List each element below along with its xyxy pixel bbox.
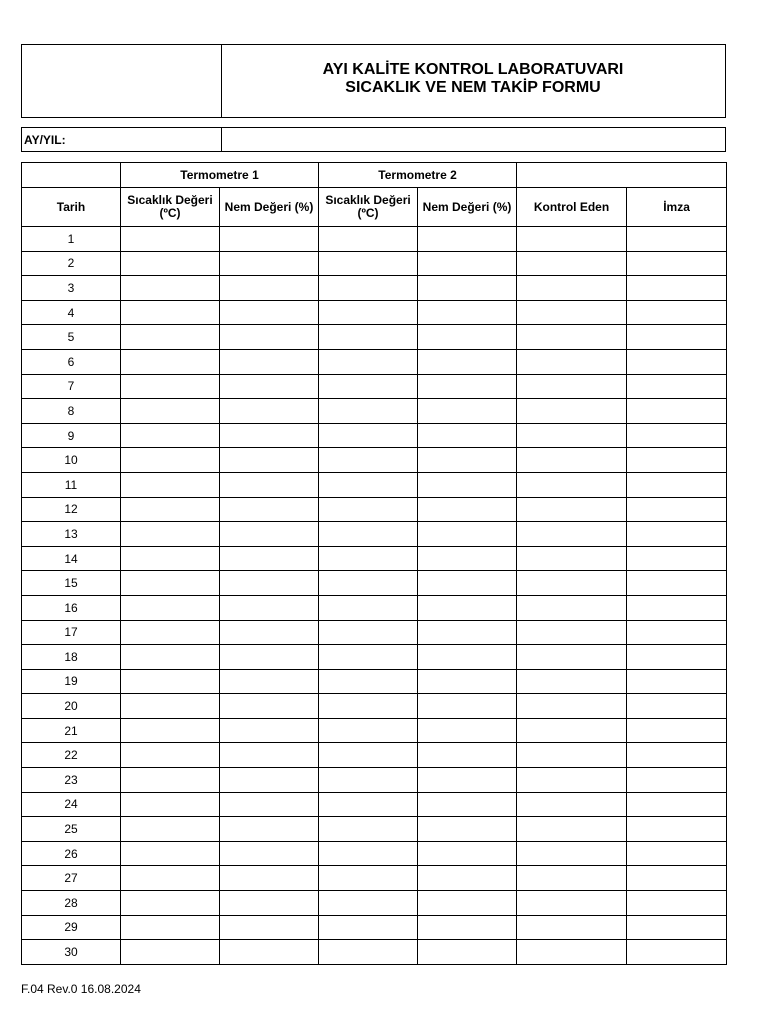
- temperature-humidity-table: [21, 162, 727, 965]
- t2-humidity-cell[interactable]: [418, 472, 517, 497]
- t1-temperature-cell[interactable]: [121, 694, 220, 719]
- t1-temperature-cell[interactable]: [121, 595, 220, 620]
- t2-humidity-cell[interactable]: [418, 276, 517, 301]
- t2-humidity-cell[interactable]: [418, 940, 517, 965]
- t2-humidity-cell[interactable]: [418, 620, 517, 645]
- t2-humidity-cell[interactable]: [418, 399, 517, 424]
- t1-humidity-cell[interactable]: [220, 227, 319, 252]
- t2-temperature-cell[interactable]: [319, 546, 418, 571]
- thermometer-1-header: Termometre 1: [121, 163, 319, 188]
- day-number: 12: [22, 497, 121, 522]
- signature-cell[interactable]: [627, 915, 727, 940]
- table-row: [22, 276, 727, 301]
- t2-temperature-cell[interactable]: [319, 276, 418, 301]
- t1-temperature-cell[interactable]: [121, 497, 220, 522]
- day-number: 7: [22, 374, 121, 399]
- signature-cell[interactable]: [627, 620, 727, 645]
- checked-by-cell[interactable]: [517, 768, 627, 793]
- t2-humidity-cell[interactable]: [418, 423, 517, 448]
- checked-by-cell[interactable]: [517, 472, 627, 497]
- signature-cell[interactable]: [627, 718, 727, 743]
- signature-cell[interactable]: [627, 841, 727, 866]
- checked-by-cell[interactable]: [517, 276, 627, 301]
- signature-cell[interactable]: [627, 792, 727, 817]
- t1-humidity-cell[interactable]: [220, 743, 319, 768]
- day-number: 4: [22, 300, 121, 325]
- table-row: [22, 423, 727, 448]
- t2-humidity-cell[interactable]: [418, 718, 517, 743]
- t1-temperature-cell[interactable]: [121, 571, 220, 596]
- month-year-field[interactable]: [221, 128, 725, 151]
- t2-temperature-cell[interactable]: [319, 325, 418, 350]
- day-number: 17: [22, 620, 121, 645]
- t1-temperature-cell[interactable]: [121, 718, 220, 743]
- t2-temperature-cell[interactable]: [319, 423, 418, 448]
- table-row: [22, 841, 727, 866]
- signature-cell[interactable]: [627, 546, 727, 571]
- checked-by-cell[interactable]: [517, 645, 627, 670]
- t2-humidity-cell[interactable]: [418, 595, 517, 620]
- table-row: [22, 522, 727, 547]
- form-header: [21, 44, 726, 118]
- month-year-label: AY/YIL:: [24, 133, 66, 147]
- day-number: 10: [22, 448, 121, 473]
- day-number: 24: [22, 792, 121, 817]
- checked-by-cell[interactable]: [517, 448, 627, 473]
- t1-temperature-cell[interactable]: [121, 349, 220, 374]
- t1-temperature-cell[interactable]: [121, 276, 220, 301]
- t2-temperature-cell[interactable]: [319, 718, 418, 743]
- t1-temperature-cell[interactable]: [121, 522, 220, 547]
- table-row: [22, 940, 727, 965]
- t1-temperature-cell[interactable]: [121, 817, 220, 842]
- t2-humidity-cell[interactable]: [418, 374, 517, 399]
- signature-cell[interactable]: [627, 743, 727, 768]
- table-row: [22, 349, 727, 374]
- day-number: 8: [22, 399, 121, 424]
- t1-humidity-cell[interactable]: [220, 399, 319, 424]
- t1-humidity-cell[interactable]: [220, 325, 319, 350]
- signature-cell[interactable]: [627, 571, 727, 596]
- checked-by-cell[interactable]: [517, 620, 627, 645]
- t1-temperature-cell[interactable]: [121, 841, 220, 866]
- table-row: [22, 399, 727, 424]
- signature-cell[interactable]: [627, 399, 727, 424]
- t1-humidity-cell[interactable]: [220, 817, 319, 842]
- t2-humidity-cell[interactable]: [418, 300, 517, 325]
- t1-temperature-cell[interactable]: [121, 743, 220, 768]
- table-row: [22, 694, 727, 719]
- t1-humidity-cell[interactable]: [220, 891, 319, 916]
- t1-temperature-cell[interactable]: [121, 866, 220, 891]
- t1-humidity-cell[interactable]: [220, 768, 319, 793]
- t2-temperature-cell[interactable]: [319, 227, 418, 252]
- checked-by-cell[interactable]: [517, 546, 627, 571]
- table-row: [22, 251, 727, 276]
- t2-temperature-cell[interactable]: [319, 571, 418, 596]
- t2-temperature-cell[interactable]: [319, 841, 418, 866]
- t2-temperature-cell[interactable]: [319, 669, 418, 694]
- day-number: 25: [22, 817, 121, 842]
- t2-humidity-cell[interactable]: [418, 448, 517, 473]
- t2-temperature-cell[interactable]: [319, 595, 418, 620]
- t2-temperature-cell[interactable]: [319, 792, 418, 817]
- table-row: [22, 768, 727, 793]
- t1-temperature-cell[interactable]: [121, 546, 220, 571]
- table-row: [22, 817, 727, 842]
- t1-humidity-cell[interactable]: [220, 349, 319, 374]
- checked-by-cell[interactable]: [517, 866, 627, 891]
- column-t2-temperature: Sıcaklık Değeri (ºC): [319, 188, 418, 227]
- signature-cell[interactable]: [627, 325, 727, 350]
- column-signature: İmza: [627, 188, 727, 227]
- table-row: [22, 497, 727, 522]
- t2-temperature-cell[interactable]: [319, 694, 418, 719]
- t2-humidity-cell[interactable]: [418, 571, 517, 596]
- t1-temperature-cell[interactable]: [121, 891, 220, 916]
- t1-temperature-cell[interactable]: [121, 792, 220, 817]
- checked-by-cell[interactable]: [517, 595, 627, 620]
- t2-humidity-cell[interactable]: [418, 792, 517, 817]
- signature-cell[interactable]: [627, 227, 727, 252]
- t1-humidity-cell[interactable]: [220, 374, 319, 399]
- t1-temperature-cell[interactable]: [121, 227, 220, 252]
- title-line-1: AYI KALİTE KONTROL LABORATUVARI: [322, 61, 624, 78]
- table-row: [22, 891, 727, 916]
- t1-humidity-cell[interactable]: [220, 522, 319, 547]
- t2-humidity-cell[interactable]: [418, 841, 517, 866]
- day-number: 2: [22, 251, 121, 276]
- column-t2-humidity: Nem Değeri (%): [418, 188, 517, 227]
- checked-by-cell[interactable]: [517, 399, 627, 424]
- t2-humidity-cell[interactable]: [418, 891, 517, 916]
- checked-by-cell[interactable]: [517, 940, 627, 965]
- table-row: [22, 718, 727, 743]
- t2-humidity-cell[interactable]: [418, 669, 517, 694]
- table-row: [22, 915, 727, 940]
- month-year-row: [21, 127, 726, 152]
- t2-temperature-cell[interactable]: [319, 915, 418, 940]
- day-number: 22: [22, 743, 121, 768]
- signature-cell[interactable]: [627, 497, 727, 522]
- checked-by-cell[interactable]: [517, 571, 627, 596]
- t2-humidity-cell[interactable]: [418, 694, 517, 719]
- table-body: [22, 227, 727, 965]
- signature-cell[interactable]: [627, 817, 727, 842]
- day-number: 3: [22, 276, 121, 301]
- t1-temperature-cell[interactable]: [121, 374, 220, 399]
- t1-humidity-cell[interactable]: [220, 276, 319, 301]
- t1-humidity-cell[interactable]: [220, 792, 319, 817]
- signature-cell[interactable]: [627, 472, 727, 497]
- day-number: 15: [22, 571, 121, 596]
- t2-temperature-cell[interactable]: [319, 645, 418, 670]
- table-row: [22, 546, 727, 571]
- t1-humidity-cell[interactable]: [220, 866, 319, 891]
- checked-by-cell[interactable]: [517, 423, 627, 448]
- checked-by-cell[interactable]: [517, 718, 627, 743]
- t2-temperature-cell[interactable]: [319, 866, 418, 891]
- signature-cell[interactable]: [627, 940, 727, 965]
- day-number: 19: [22, 669, 121, 694]
- day-number: 21: [22, 718, 121, 743]
- t2-humidity-cell[interactable]: [418, 227, 517, 252]
- form-title: [221, 61, 725, 97]
- t2-temperature-cell[interactable]: [319, 300, 418, 325]
- day-number: 1: [22, 227, 121, 252]
- day-number: 11: [22, 472, 121, 497]
- checked-by-cell[interactable]: [517, 743, 627, 768]
- checked-by-cell[interactable]: [517, 669, 627, 694]
- table-row: [22, 227, 727, 252]
- t2-temperature-cell[interactable]: [319, 448, 418, 473]
- t1-humidity-cell[interactable]: [220, 448, 319, 473]
- t2-temperature-cell[interactable]: [319, 472, 418, 497]
- checked-by-cell[interactable]: [517, 817, 627, 842]
- day-number: 26: [22, 841, 121, 866]
- title-line-2: SICAKLIK VE NEM TAKİP FORMU: [345, 79, 601, 96]
- t1-humidity-cell[interactable]: [220, 595, 319, 620]
- t2-humidity-cell[interactable]: [418, 325, 517, 350]
- t1-humidity-cell[interactable]: [220, 940, 319, 965]
- t2-humidity-cell[interactable]: [418, 497, 517, 522]
- checked-by-cell[interactable]: [517, 891, 627, 916]
- checked-by-cell[interactable]: [517, 522, 627, 547]
- day-number: 20: [22, 694, 121, 719]
- t1-humidity-cell[interactable]: [220, 472, 319, 497]
- signature-cell[interactable]: [627, 300, 727, 325]
- t2-temperature-cell[interactable]: [319, 743, 418, 768]
- table-row: [22, 645, 727, 670]
- checked-by-cell[interactable]: [517, 325, 627, 350]
- t1-humidity-cell[interactable]: [220, 718, 319, 743]
- t2-temperature-cell[interactable]: [319, 497, 418, 522]
- column-t1-temperature: Sıcaklık Değeri (ºC): [121, 188, 220, 227]
- blank-header-cell: [517, 163, 727, 188]
- thermometer-2-header: Termometre 2: [319, 163, 517, 188]
- day-number: 14: [22, 546, 121, 571]
- day-number: 16: [22, 595, 121, 620]
- t1-humidity-cell[interactable]: [220, 620, 319, 645]
- signature-cell[interactable]: [627, 694, 727, 719]
- t2-humidity-cell[interactable]: [418, 743, 517, 768]
- t2-humidity-cell[interactable]: [418, 817, 517, 842]
- t1-temperature-cell[interactable]: [121, 472, 220, 497]
- t1-humidity-cell[interactable]: [220, 645, 319, 670]
- signature-cell[interactable]: [627, 423, 727, 448]
- checked-by-cell[interactable]: [517, 251, 627, 276]
- t1-temperature-cell[interactable]: [121, 325, 220, 350]
- day-number: 29: [22, 915, 121, 940]
- day-number: 6: [22, 349, 121, 374]
- t2-humidity-cell[interactable]: [418, 349, 517, 374]
- signature-cell[interactable]: [627, 768, 727, 793]
- t1-humidity-cell[interactable]: [220, 669, 319, 694]
- t1-humidity-cell[interactable]: [220, 571, 319, 596]
- signature-cell[interactable]: [627, 891, 727, 916]
- t2-temperature-cell[interactable]: [319, 399, 418, 424]
- t1-humidity-cell[interactable]: [220, 841, 319, 866]
- day-number: 13: [22, 522, 121, 547]
- t1-temperature-cell[interactable]: [121, 915, 220, 940]
- checked-by-cell[interactable]: [517, 915, 627, 940]
- signature-cell[interactable]: [627, 866, 727, 891]
- t2-humidity-cell[interactable]: [418, 251, 517, 276]
- t2-humidity-cell[interactable]: [418, 768, 517, 793]
- logo-cell: [22, 45, 222, 117]
- day-number: 28: [22, 891, 121, 916]
- table-row: [22, 792, 727, 817]
- signature-cell[interactable]: [627, 276, 727, 301]
- day-number: 5: [22, 325, 121, 350]
- column-date: Tarih: [22, 188, 121, 227]
- table-row: [22, 595, 727, 620]
- t2-humidity-cell[interactable]: [418, 546, 517, 571]
- signature-cell[interactable]: [627, 251, 727, 276]
- column-checked-by: Kontrol Eden: [517, 188, 627, 227]
- t2-temperature-cell[interactable]: [319, 768, 418, 793]
- checked-by-cell[interactable]: [517, 300, 627, 325]
- t1-humidity-cell[interactable]: [220, 915, 319, 940]
- column-t1-humidity: Nem Değeri (%): [220, 188, 319, 227]
- day-number: 18: [22, 645, 121, 670]
- checked-by-cell[interactable]: [517, 841, 627, 866]
- t2-humidity-cell[interactable]: [418, 915, 517, 940]
- t2-temperature-cell[interactable]: [319, 522, 418, 547]
- t2-humidity-cell[interactable]: [418, 866, 517, 891]
- t1-humidity-cell[interactable]: [220, 251, 319, 276]
- document-code: F.04 Rev.0 16.08.2024: [21, 982, 141, 996]
- table-row: [22, 743, 727, 768]
- t2-temperature-cell[interactable]: [319, 251, 418, 276]
- t2-temperature-cell[interactable]: [319, 817, 418, 842]
- t2-temperature-cell[interactable]: [319, 620, 418, 645]
- signature-cell[interactable]: [627, 349, 727, 374]
- table-row: [22, 571, 727, 596]
- t1-temperature-cell[interactable]: [121, 669, 220, 694]
- t1-temperature-cell[interactable]: [121, 448, 220, 473]
- checked-by-cell[interactable]: [517, 227, 627, 252]
- t2-temperature-cell[interactable]: [319, 891, 418, 916]
- t1-temperature-cell[interactable]: [121, 645, 220, 670]
- t2-temperature-cell[interactable]: [319, 940, 418, 965]
- signature-cell[interactable]: [627, 669, 727, 694]
- t2-humidity-cell[interactable]: [418, 645, 517, 670]
- t1-temperature-cell[interactable]: [121, 399, 220, 424]
- checked-by-cell[interactable]: [517, 349, 627, 374]
- table-row: [22, 472, 727, 497]
- table-row: [22, 448, 727, 473]
- checked-by-cell[interactable]: [517, 497, 627, 522]
- day-number: 23: [22, 768, 121, 793]
- signature-cell[interactable]: [627, 522, 727, 547]
- t1-temperature-cell[interactable]: [121, 300, 220, 325]
- day-number: 9: [22, 423, 121, 448]
- table-row: [22, 620, 727, 645]
- checked-by-cell[interactable]: [517, 792, 627, 817]
- signature-cell[interactable]: [627, 645, 727, 670]
- day-number: 27: [22, 866, 121, 891]
- t1-humidity-cell[interactable]: [220, 546, 319, 571]
- t1-temperature-cell[interactable]: [121, 940, 220, 965]
- table-row: [22, 374, 727, 399]
- checked-by-cell[interactable]: [517, 694, 627, 719]
- t1-humidity-cell[interactable]: [220, 694, 319, 719]
- t2-temperature-cell[interactable]: [319, 374, 418, 399]
- t1-temperature-cell[interactable]: [121, 620, 220, 645]
- table-row: [22, 669, 727, 694]
- t1-humidity-cell[interactable]: [220, 300, 319, 325]
- checked-by-cell[interactable]: [517, 374, 627, 399]
- t2-temperature-cell[interactable]: [319, 349, 418, 374]
- table-row: [22, 325, 727, 350]
- t1-temperature-cell[interactable]: [121, 423, 220, 448]
- t1-humidity-cell[interactable]: [220, 423, 319, 448]
- table-row: [22, 866, 727, 891]
- table-row: [22, 300, 727, 325]
- day-number: 30: [22, 940, 121, 965]
- signature-cell[interactable]: [627, 448, 727, 473]
- signature-cell[interactable]: [627, 595, 727, 620]
- t1-temperature-cell[interactable]: [121, 768, 220, 793]
- blank-header-cell: [22, 163, 121, 188]
- t2-humidity-cell[interactable]: [418, 522, 517, 547]
- t1-humidity-cell[interactable]: [220, 497, 319, 522]
- signature-cell[interactable]: [627, 374, 727, 399]
- t1-temperature-cell[interactable]: [121, 251, 220, 276]
